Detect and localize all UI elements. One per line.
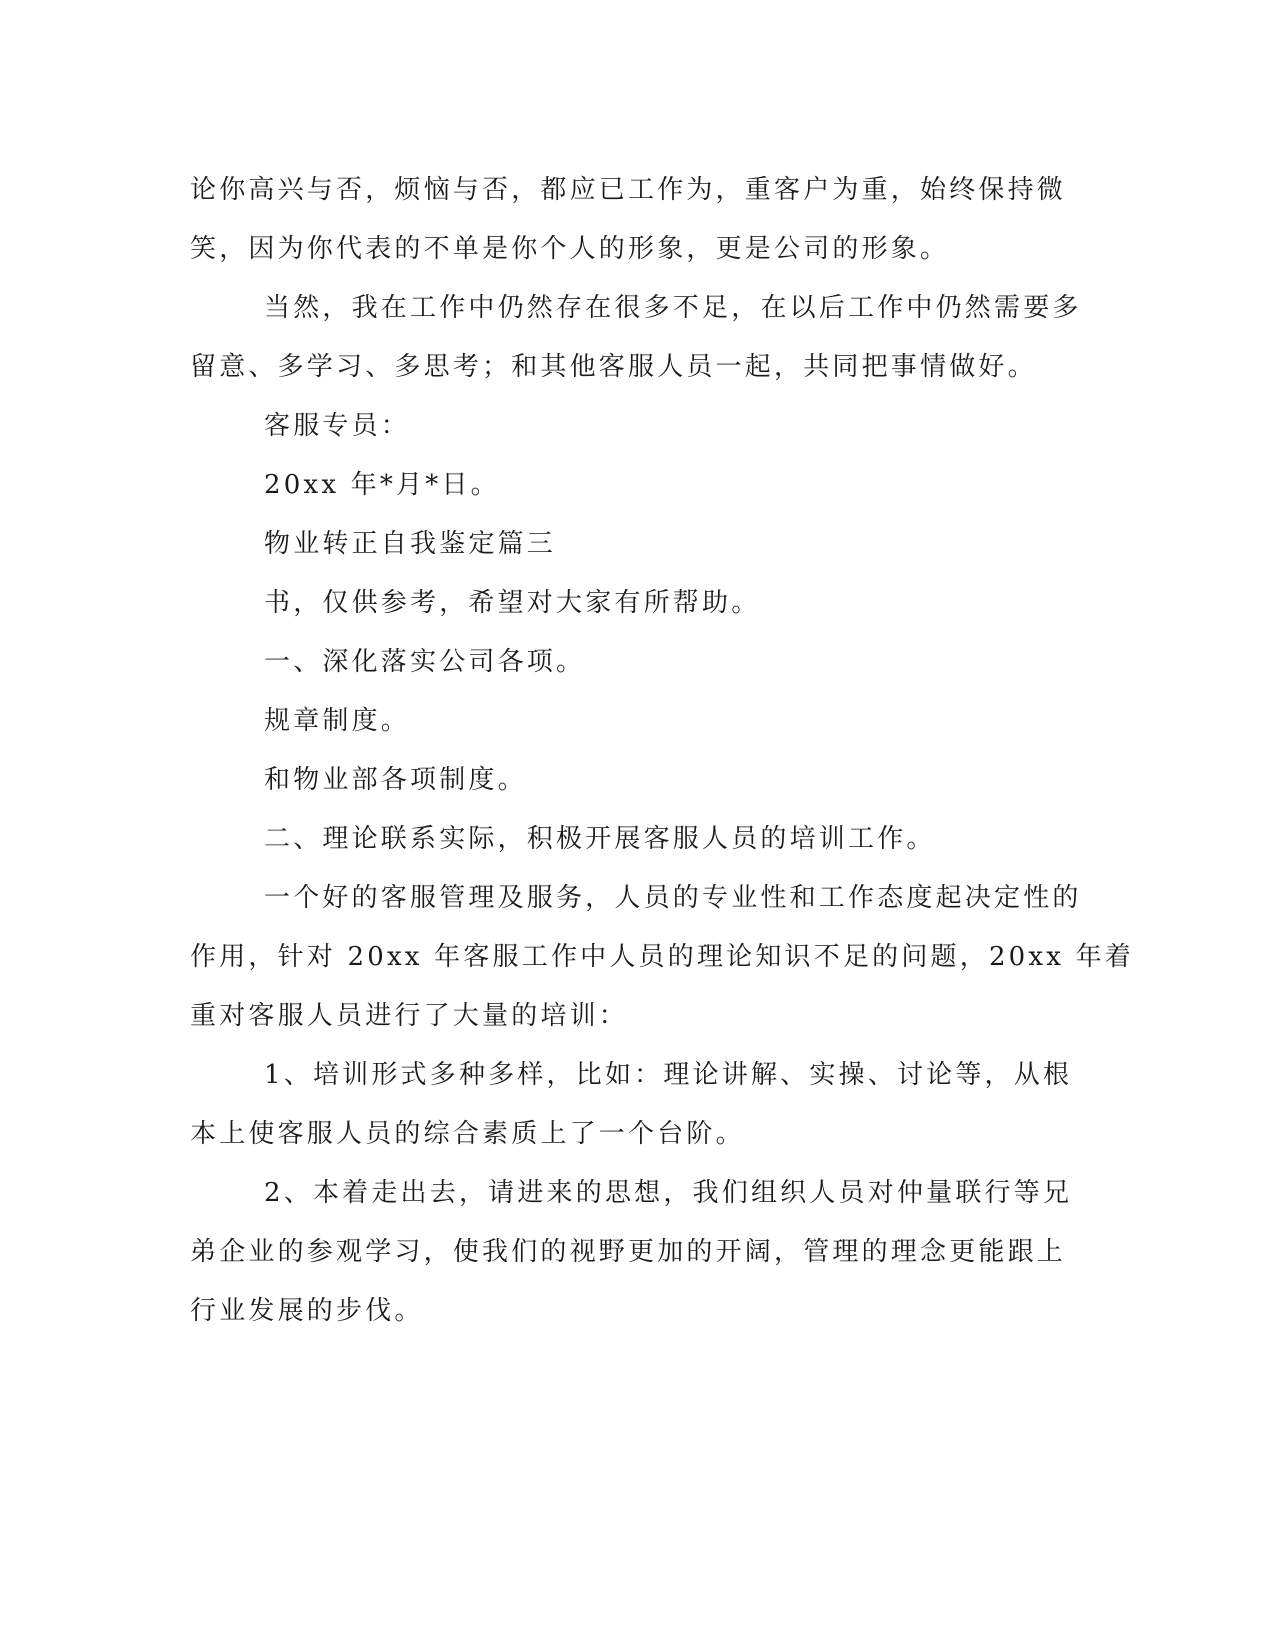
section-title: 物业转正自我鉴定篇三: [264, 529, 557, 559]
paragraph-line: 作用，针对 20xx 年客服工作中人员的理论知识不足的问题，20xx 年着: [190, 942, 1135, 972]
list-item: 2、本着走出去，请进来的思想，我们组织人员对仲量联行等兄: [264, 1178, 1073, 1208]
list-heading: 二、理论联系实际，积极开展客服人员的培训工作。: [264, 824, 936, 854]
paragraph-line: 重对客服人员进行了大量的培训：: [190, 1001, 629, 1031]
paragraph-line: 规章制度。: [264, 706, 411, 736]
date-line: 20xx 年*月*日。: [264, 470, 500, 500]
paragraph-line: 一个好的客服管理及服务，人员的专业性和工作态度起决定性的: [264, 883, 1082, 913]
paragraph-line: 本上使客服人员的综合素质上了一个台阶。: [190, 1119, 745, 1149]
list-heading: 一、深化落实公司各项。: [264, 647, 586, 677]
paragraph-line: 书，仅供参考，希望对大家有所帮助。: [264, 588, 761, 618]
list-item: 1、培训形式多种多样，比如：理论讲解、实操、讨论等，从根: [264, 1060, 1073, 1090]
paragraph-line: 和物业部各项制度。: [264, 765, 527, 795]
signature-label: 客服专员：: [264, 411, 411, 441]
paragraph-line: 论你高兴与否，烦恼与否，都应已工作为，重客户为重，始终保持微: [190, 175, 1067, 205]
paragraph-line: 留意、多学习、多思考；和其他客服人员一起，共同把事情做好。: [190, 352, 1037, 382]
paragraph-line: 弟企业的参观学习，使我们的视野更加的开阔，管理的理念更能跟上: [190, 1237, 1067, 1267]
paragraph-line: 行业发展的步伐。: [190, 1296, 424, 1326]
paragraph-line: 笑，因为你代表的不单是你个人的形象，更是公司的形象。: [190, 234, 950, 264]
paragraph-line: 当然，我在工作中仍然存在很多不足，在以后工作中仍然需要多: [264, 293, 1082, 323]
